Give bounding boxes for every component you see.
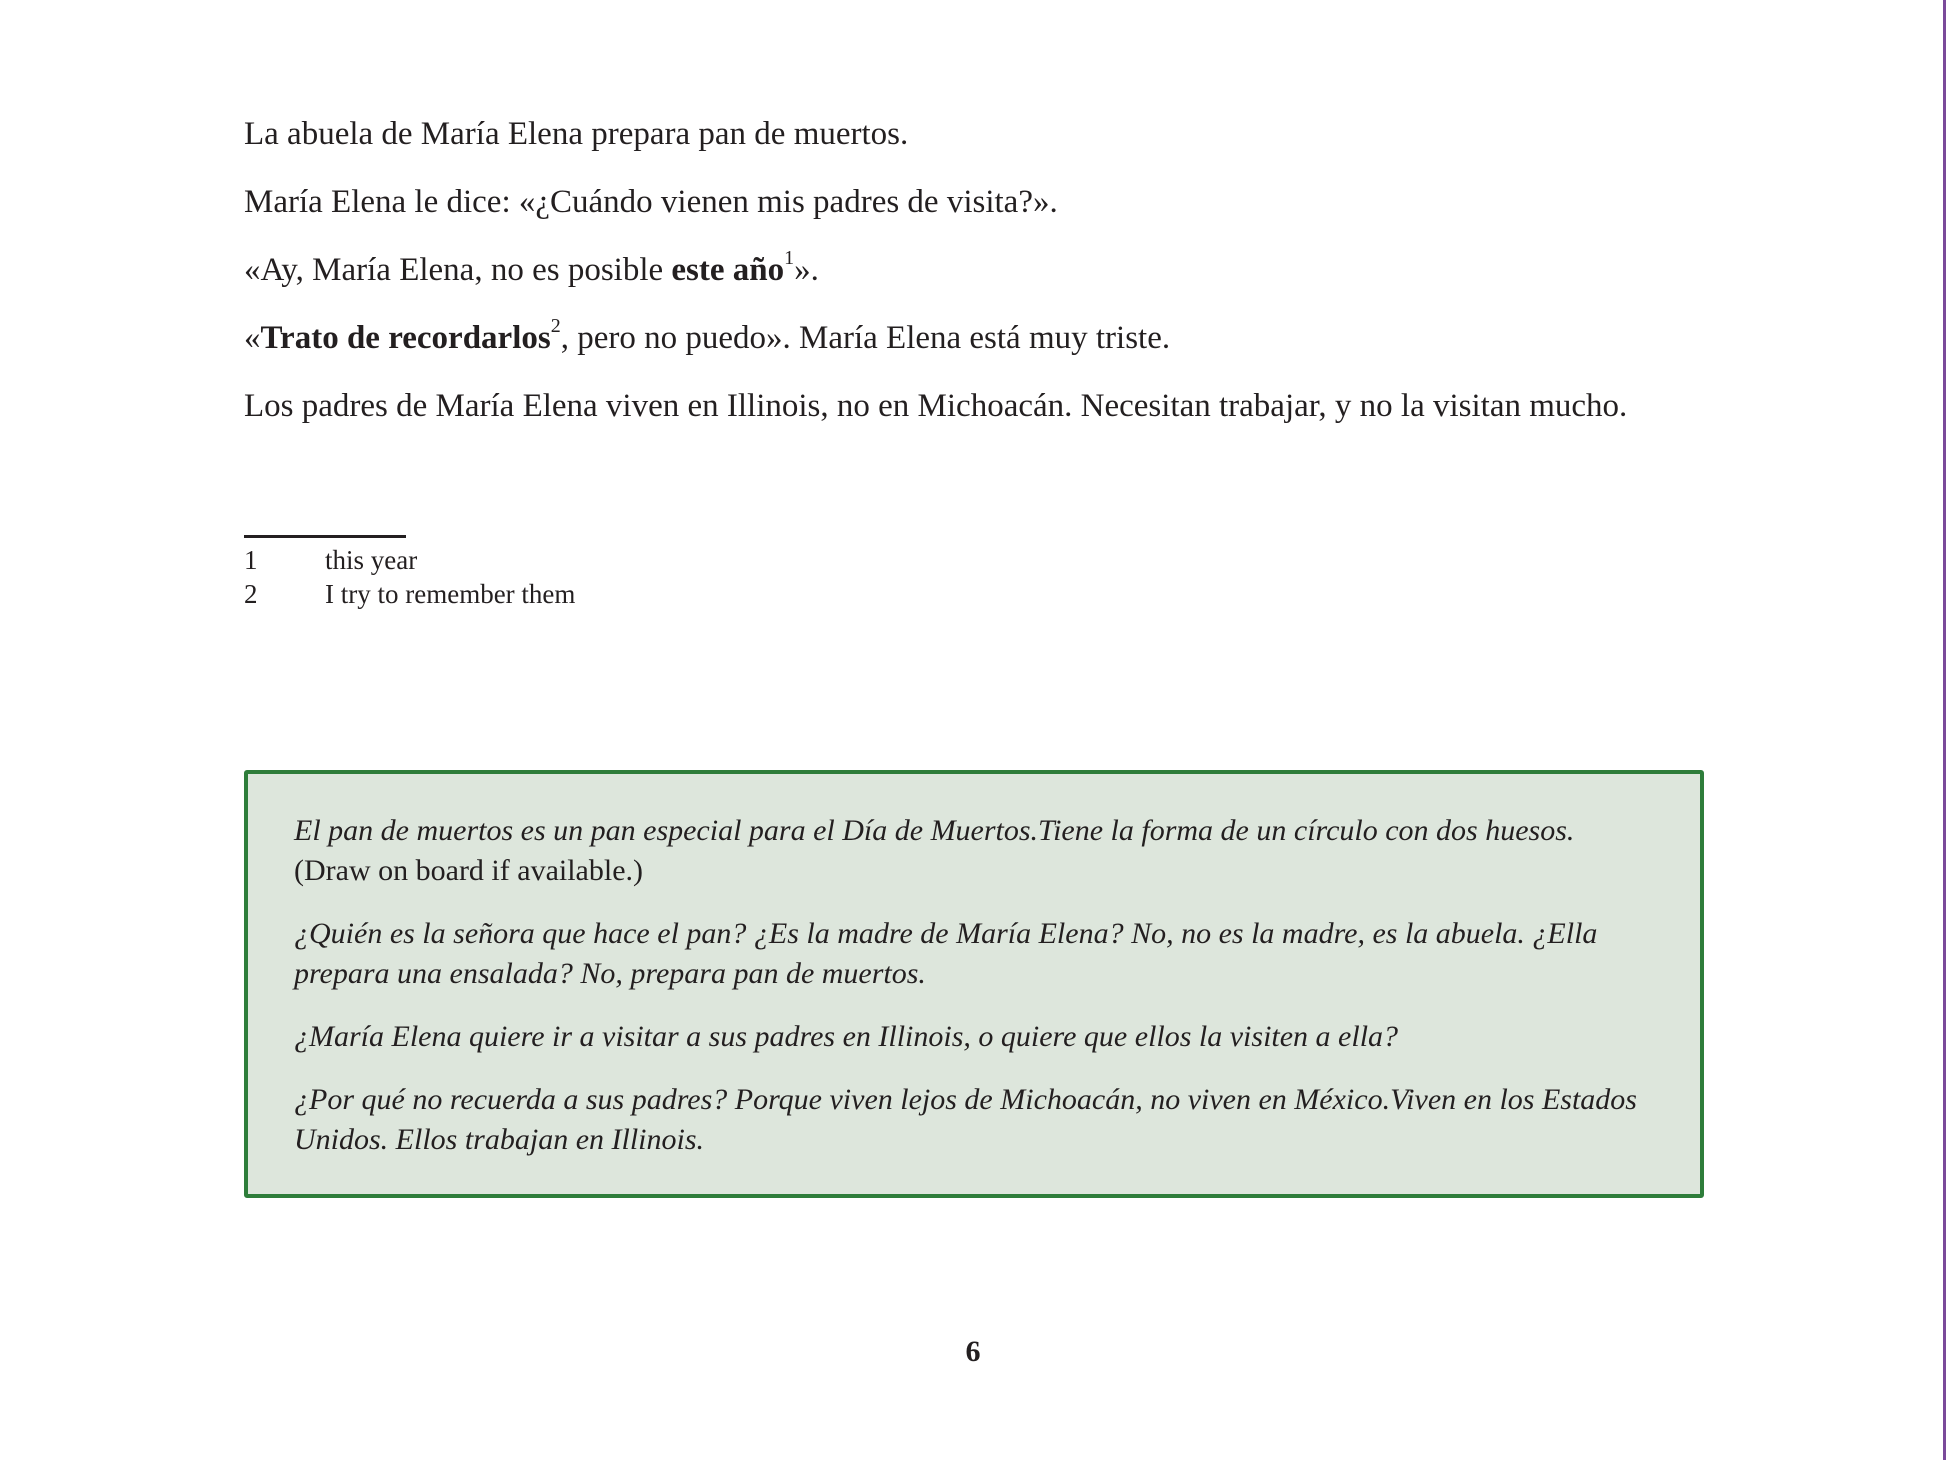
vocab-este-ano: este año <box>671 252 785 288</box>
teacher-note-2-text: ¿Quién es la señora que hace el pan? ¿Es la madre de María Elena? No, no es la madre, es la abuela. ¿Ella prepara una ensalada? No, prepara pan de muertos. <box>294 917 1598 990</box>
footnote-ref-1: 1 <box>784 247 795 269</box>
vocab-trato-de-recordarlos: Trato de recordarlos <box>260 320 551 356</box>
teacher-note-4 <box>294 1080 1654 1160</box>
footnotes <box>244 543 575 611</box>
footnote-number: 1 <box>244 545 258 575</box>
story-line-1: La abuela de María Elena prepara pan de muertos. <box>244 116 909 152</box>
story-text <box>244 112 1684 452</box>
story-line-4-pre: « <box>244 320 261 356</box>
page-number: 6 <box>965 1335 981 1368</box>
footnote-number: 2 <box>244 579 258 609</box>
footnote-text: I try to remember them <box>325 579 576 609</box>
story-line-3-post: ». <box>794 252 819 288</box>
footnote-text: this year <box>325 545 418 575</box>
teacher-note-1-instruction: (Draw on board if available.) <box>294 854 644 887</box>
story-line-3 <box>244 248 1684 293</box>
footnote-item <box>244 543 575 577</box>
teacher-notes-box <box>244 770 1704 1198</box>
teacher-note-2 <box>294 914 1654 994</box>
footnote-ref-2: 2 <box>550 315 561 337</box>
story-line-2: María Elena le dice: «¿Cuándo vienen mis padres de visita?». <box>244 184 1058 220</box>
teacher-note-3-text: ¿María Elena quiere ir a visitar a sus padres en Illinois, o quiere que ellos la visiten a ella? <box>294 1020 1399 1053</box>
story-line-3-pre: «Ay, María Elena, no es posible <box>244 252 672 288</box>
story-line-5: Los padres de María Elena viven en Illinois, no en Michoacán. Necesitan trabajar, y no la visitan mucho. <box>244 388 1628 424</box>
footnote-item <box>244 577 575 611</box>
story-line-4-post: , pero no puedo». María Elena está muy triste. <box>560 320 1171 356</box>
teacher-note-1-italic: El pan de muertos es un pan especial para el Día de Muertos.Tiene la forma de un círculo con dos huesos. <box>294 814 1575 847</box>
teacher-note-1 <box>294 811 1654 891</box>
teacher-note-4-text: ¿Por qué no recuerda a sus padres? Porque viven lejos de Michoacán, no viven en México.Viven en los Estados Unidos. Ellos trabajan en Illinois. <box>294 1083 1637 1156</box>
footnote-divider <box>244 535 406 538</box>
story-line-4 <box>244 316 1684 361</box>
teacher-note-3 <box>294 1017 1654 1057</box>
